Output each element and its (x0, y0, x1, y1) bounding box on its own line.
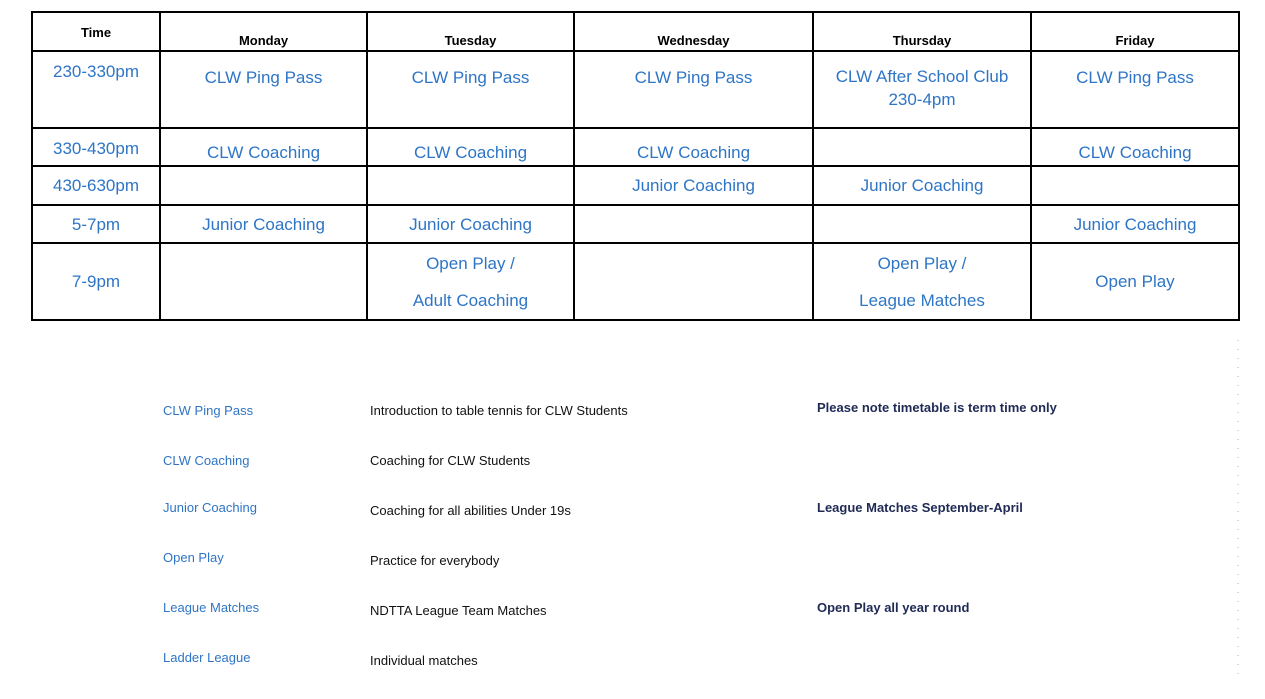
session-label: CLW Ping Pass (204, 68, 323, 87)
session-cell (160, 128, 367, 166)
session-cell (160, 243, 367, 320)
header-wednesday: Wednesday (574, 12, 813, 51)
legend-term: Junior Coaching (163, 500, 257, 515)
legend-description: Individual matches (370, 653, 478, 668)
note-term-time: Please note timetable is term time only (817, 400, 1057, 415)
session-cell (1031, 128, 1239, 166)
session-cell (574, 243, 813, 320)
session-label: CLW Coaching (206, 143, 321, 162)
session-label: CLW Coaching (1078, 143, 1192, 162)
header-thursday: Thursday (813, 12, 1031, 51)
table-row (32, 166, 1239, 205)
legend-description: Practice for everybody (370, 553, 500, 568)
session-cell (574, 166, 813, 205)
header-friday: Friday (1031, 12, 1239, 51)
session-time-note: 230-4pm (888, 90, 956, 109)
session-cell (160, 205, 367, 243)
session-label: CLW Coaching (636, 143, 751, 162)
session-label: Adult Coaching (412, 290, 529, 310)
header-monday: Monday (160, 12, 367, 51)
session-label: Junior Coaching (1073, 214, 1197, 234)
legend-term: Ladder League (163, 650, 251, 665)
note-open-play: Open Play all year round (817, 600, 970, 615)
session-label: Open Play / (877, 253, 967, 273)
session-label: Open Play / (426, 253, 515, 273)
session-cell (367, 128, 574, 166)
legend-description: Coaching for all abilities Under 19s (370, 503, 571, 518)
session-cell (367, 243, 574, 320)
page-edge-divider (1237, 340, 1239, 680)
session-label: CLW Ping Pass (411, 68, 530, 87)
time-slot: 230-330pm (32, 51, 160, 128)
timetable-header-row (32, 12, 1239, 51)
session-cell (574, 128, 813, 166)
legend-description: Introduction to table tennis for CLW Students (370, 403, 628, 418)
table-row (32, 243, 1239, 320)
legend-term: Open Play (163, 550, 224, 565)
table-row (32, 128, 1239, 166)
legend-description: NDTTA League Team Matches (370, 603, 547, 618)
note-league-season: League Matches September-April (817, 500, 1023, 515)
time-slot: 7-9pm (32, 243, 160, 320)
timetable (31, 11, 1240, 321)
time-slot: 5-7pm (32, 205, 160, 243)
session-cell (367, 51, 574, 128)
session-cell (1031, 243, 1239, 320)
legend-term: CLW Coaching (163, 453, 250, 468)
session-cell (1031, 205, 1239, 243)
session-label: Junior Coaching (202, 214, 325, 234)
header-time: Time (32, 12, 160, 51)
session-label: CLW After School Club (835, 67, 1009, 86)
session-cell (367, 205, 574, 243)
session-cell (367, 166, 574, 205)
table-row (32, 205, 1239, 243)
session-cell (813, 243, 1031, 320)
session-cell (813, 128, 1031, 166)
session-cell (813, 51, 1031, 128)
session-label: Junior Coaching (860, 176, 984, 195)
session-cell (574, 51, 813, 128)
session-label: Open Play (1095, 272, 1175, 291)
session-label: Junior Coaching (632, 176, 755, 195)
session-cell (813, 166, 1031, 205)
legend-term: CLW Ping Pass (163, 403, 254, 418)
session-label: League Matches (859, 290, 985, 310)
legend-term: League Matches (163, 600, 260, 615)
session-label: CLW Coaching (413, 143, 528, 162)
time-slot: 430-630pm (32, 166, 160, 205)
session-cell (574, 205, 813, 243)
session-cell (813, 205, 1031, 243)
session-label: CLW Ping Pass (1076, 68, 1194, 87)
session-cell (1031, 166, 1239, 205)
session-cell (160, 51, 367, 128)
session-label: CLW Ping Pass (634, 68, 753, 87)
table-row (32, 51, 1239, 128)
session-label: Junior Coaching (409, 214, 532, 234)
header-tuesday: Tuesday (367, 12, 574, 51)
time-slot: 330-430pm (32, 128, 160, 166)
legend-description: Coaching for CLW Students (370, 453, 531, 468)
session-cell (1031, 51, 1239, 128)
session-cell (160, 166, 367, 205)
